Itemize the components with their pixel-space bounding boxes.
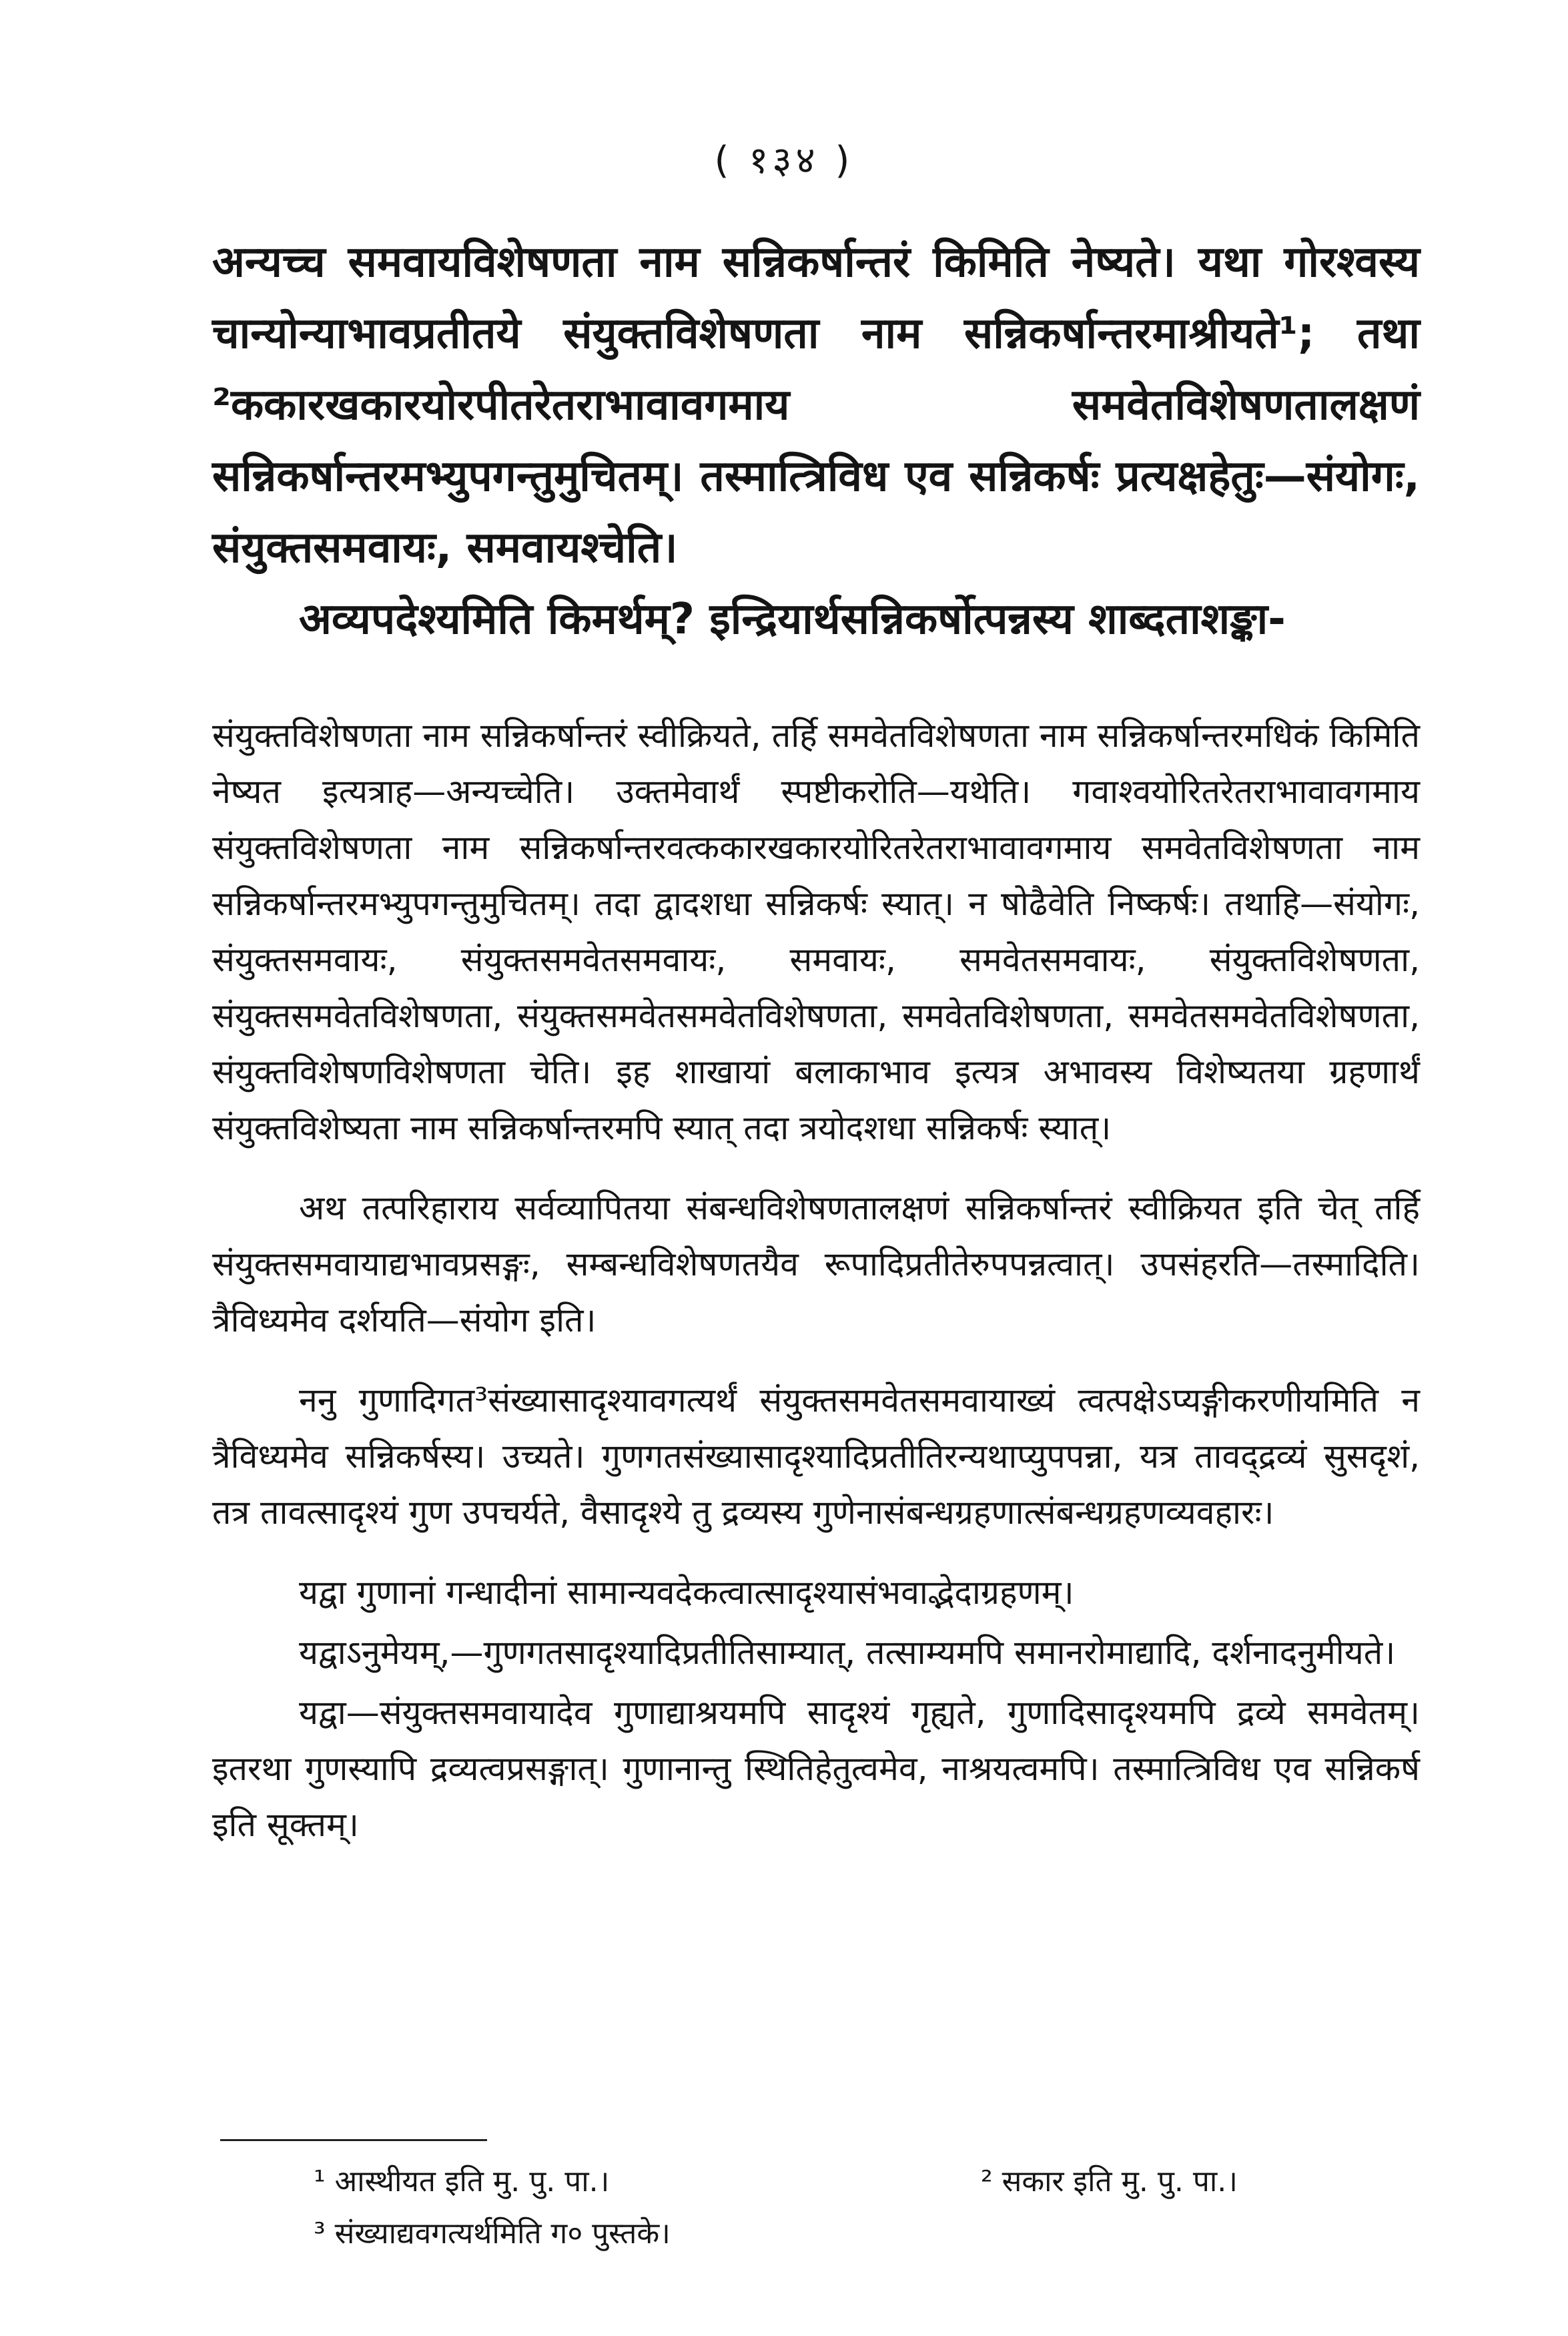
commentary-paragraph: अथ तत्परिहाराय सर्वव्यापितया संबन्धविशेषणतालक्षणं सन्निकर्षान्तरं स्वीक्रियत इति चेत् तर्हि संयुक्तसमवायाद्यभावप्रसङ्गः, सम्बन्धविशेषणतयैव रूपादिप्रतीतेरुपपन्नत्वात्। उपसंहरति—तस्मादिति। त्रैविध्यमेव दर्शयति—संयोग इति। [212, 1189, 1420, 1340]
main-text-block [212, 227, 1420, 655]
footnote-3: ³ संख्याद्यवगत्यर्थमिति ग० पुस्तके। [314, 2217, 671, 2251]
footnote-1: ¹ आस्थीयत इति मु. पु. पा.। [314, 2164, 610, 2199]
main-paragraph: अन्यच्च समवायविशेषणता नाम सन्निकर्षान्तरं किमिति नेष्यते। यथा गोरश्वस्य चान्योन्याभावप्रतीतये संयुक्तविशेषणता नाम सन्निकर्षान्तरमाश्रीयते¹; तथा ²ककारखकारयोरपीतरेतराभावावगमाय समवेतविशेषणतालक्षणं सन्निकर्षान्तरमभ्युपगन्तुमुचितम्। तस्मात्त्रिविध एव सन्निकर्षः प्रत्यक्षहेतुः—संयोगः, संयुक्तसमवायः, समवायश्चेति। [212, 238, 1420, 573]
page-number: ( १३४ ) [714, 139, 854, 182]
commentary-paragraph: ननु गुणादिगत³संख्यासादृश्यावगत्यर्थं संयुक्तसमवेतसमवायाख्यं त्वत्पक्षेऽप्यङ्गीकरणीयमिति न त्रैविध्यमेव सन्निकर्षस्य। उच्यते। गुणगतसंख्यासादृश्यादिप्रतीतिरन्यथाप्युपपन्ना, यत्र तावद्द्रव्यं सुसदृशं, तत्र तावत्सादृश्यं गुण उपचर्यते, वैसादृश्ये तु द्रव्यस्य गुणेनासंबन्धग्रहणात्संबन्धग्रहणव्यवहारः। [212, 1381, 1420, 1532]
commentary-block [212, 707, 1420, 1877]
commentary-paragraph: संयुक्तविशेषणता नाम सन्निकर्षान्तरं स्वीक्रियते, तर्हि समवेतविशेषणता नाम सन्निकर्षान्तरमधिकं किमिति नेष्यत इत्यत्राह—अन्यच्चेति। उक्तमेवार्थं स्पष्टीकरोति—यथेति। गवाश्वयोरितरेतराभावावगमाय संयुक्तविशेषणता नाम सन्निकर्षान्तरवत्ककारखकारयोरितरेतराभावावगमाय समवेतविशेषणता नाम सन्निकर्षान्तरमभ्युपगन्तुमुचितम्। तदा द्वादशधा सन्निकर्षः स्यात्। न षोढैवेति निष्कर्षः। तथाहि—संयोगः, संयुक्तसमवायः, संयुक्तसमवेतसमवायः, समवायः, समवेतसमवायः, संयुक्तविशेषणता, संयुक्तसमवेतविशेषणता, संयुक्तसमवेतसमवेतविशेषणता, समवेतविशेषणता, समवेतसमवेतविशेषणता, संयुक्तविशेषणविशेषणता चेति। इह शाखायां बलाकाभाव इत्यत्र अभावस्य विशेष्यतया ग्रहणार्थं संयुक्तविशेष्यता नाम सन्निकर्षान्तरमपि स्यात् तदा त्रयोदशधा सन्निकर्षः स्यात्। [212, 716, 1420, 1147]
footnote-row [314, 2208, 1415, 2260]
footnote-row [314, 2156, 1415, 2208]
main-paragraph: अव्यपदेश्यमिति किमर्थम्? इन्द्रियार्थसन्निकर्षोत्पन्नस्य शाब्दताशङ्का- [299, 595, 1286, 644]
commentary-paragraph: यद्वाऽनुमेयम्,—गुणगतसादृश्यादिप्रतीतिसाम्यात्, तत्साम्यमपि समानरोमाद्यादि, दर्शनादनुमीयते। [299, 1633, 1396, 1672]
footnote-divider [220, 2139, 487, 2141]
footnote-2: ² सकार इति मु. पु. पा.। [981, 2164, 1238, 2199]
footnotes [314, 2156, 1415, 2260]
commentary-paragraph: यद्वा गुणानां गन्धादीनां सामान्यवदेकत्वात्सादृश्यासंभवाद्भेदाग्रहणम्। [299, 1573, 1074, 1612]
commentary-paragraph: यद्वा—संयुक्तसमवायादेव गुणाद्याश्रयमपि सादृश्यं गृह्यते, गुणादिसादृश्यमपि द्रव्ये समवेतम्। इतरथा गुणस्यापि द्रव्यत्वप्रसङ्गात्। गुणानान्तु स्थितिहेतुत्वमेव, नाश्रयत्वमपि। तस्मात्त्रिविध एव सन्निकर्ष इति सूक्तम्। [212, 1693, 1420, 1844]
